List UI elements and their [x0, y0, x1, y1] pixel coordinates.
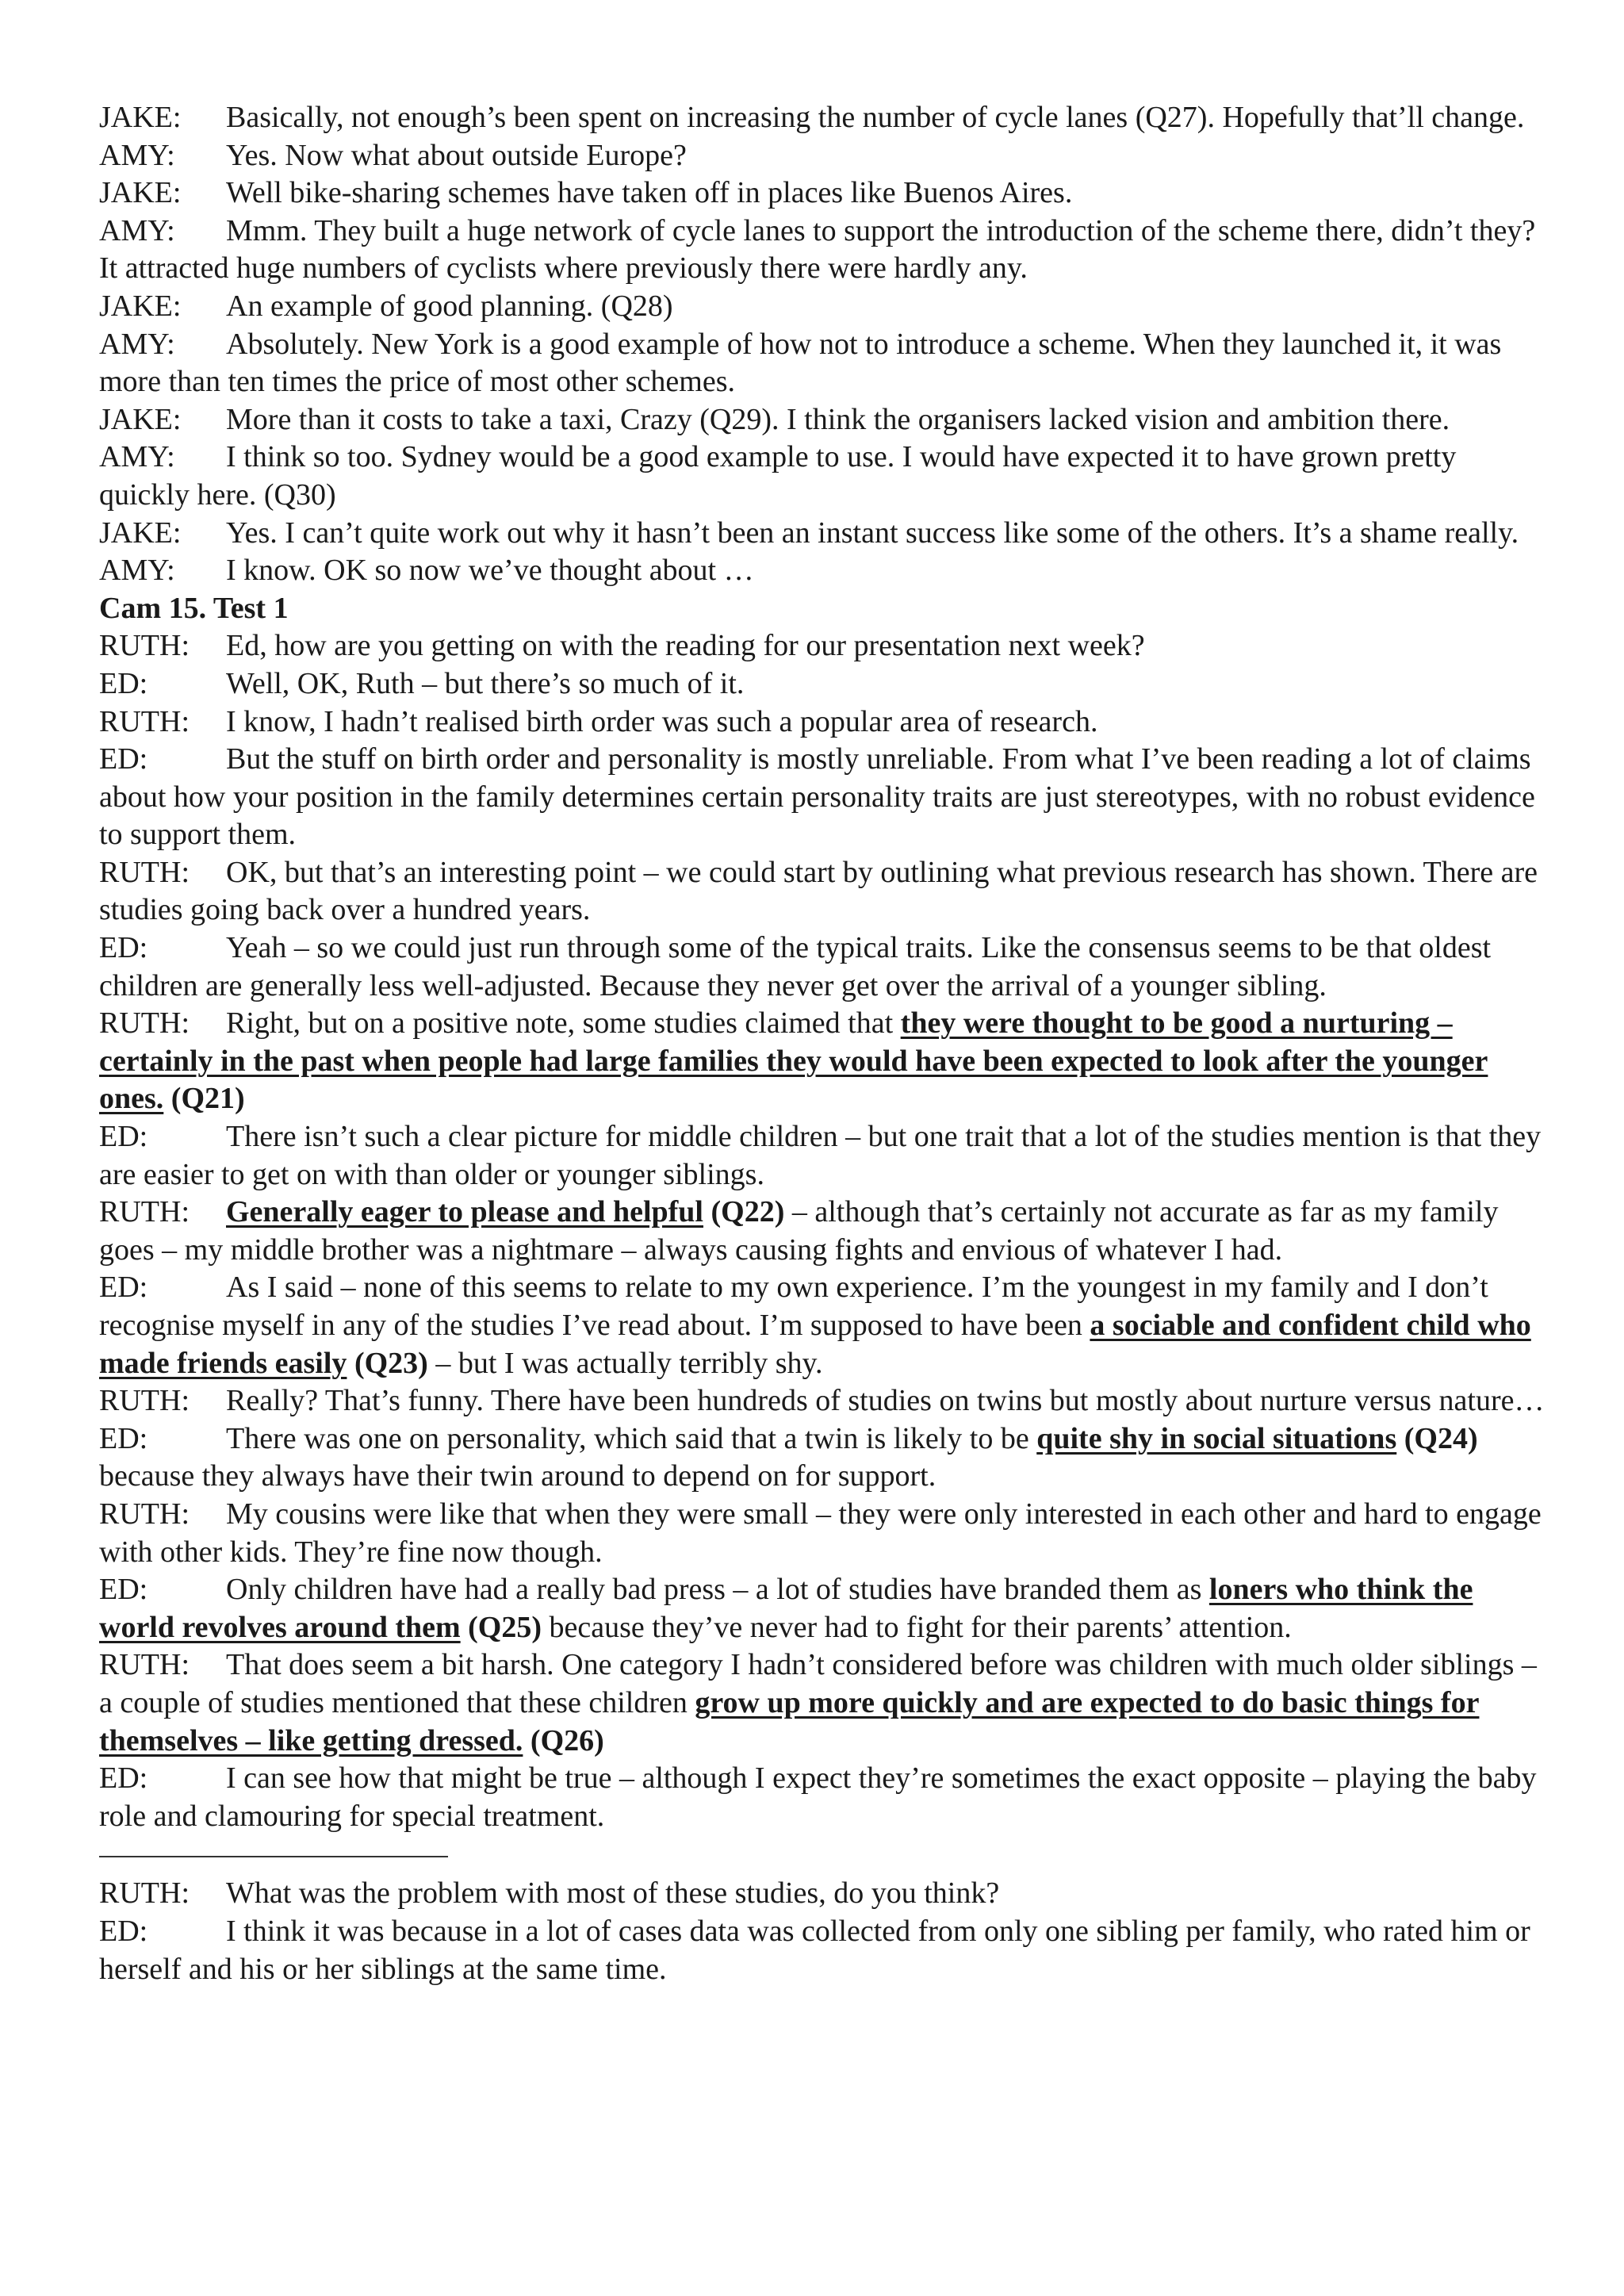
dialogue-text: I can see how that might be true – although I expect they’re sometimes the exact opposite – playing the baby role and clamouring for special treatment. [99, 1761, 1537, 1833]
transcript-page [99, 99, 1550, 1988]
dialogue-text: because they always have their twin around to depend on for support. [99, 1459, 936, 1493]
speaker-label: ED: [99, 1573, 148, 1607]
transcript-block-birth-order [99, 627, 1550, 1835]
dialogue-text: Yes. I can’t quite work out why it hasn’t been an instant success like some of the others. It’s a shame really. [226, 516, 1519, 550]
speaker-label: AMY: [99, 327, 175, 361]
question-number: (Q26) [523, 1723, 604, 1757]
dialogue-line [99, 439, 1550, 514]
speaker-label: RUTH: [99, 1648, 190, 1682]
dialogue-line [99, 703, 1550, 742]
dialogue-text: I think it was because in a lot of cases data was collected from only one sibling per family, who rated him or herself and his or her siblings at the same time. [99, 1914, 1530, 1986]
dialogue-text: Well bike-sharing schemes have taken off in places like Buenos Aires. [226, 176, 1073, 210]
dialogue-text: I know, I hadn’t realised birth order was such a popular area of research. [226, 704, 1098, 738]
dialogue-text: Absolutely. New York is a good example of how not to introduce a scheme. When they launched it, it was more than ten times the price of most other schemes. [99, 327, 1502, 399]
dialogue-text: I know. OK so now we’ve thought about … [226, 554, 754, 588]
dialogue-text: Ed, how are you getting on with the reading for our presentation next week? [226, 629, 1145, 663]
speaker-label: ED: [99, 1421, 148, 1455]
highlighted-answer: quite shy in social situations [1036, 1421, 1397, 1455]
dialogue-line [99, 1496, 1550, 1571]
dialogue-text: My cousins were like that when they were small – they were only interested in each other and hard to engage with other kids. They’re fine now though. [99, 1497, 1542, 1569]
dialogue-line [99, 627, 1550, 665]
dialogue-text: What was the problem with most of these studies, do you think? [226, 1876, 1000, 1911]
dialogue-line [99, 1913, 1550, 1988]
highlighted-answer: Generally eager to please and helpful [226, 1195, 703, 1229]
dialogue-line [99, 741, 1550, 854]
speaker-label: AMY: [99, 213, 175, 247]
speaker-label: RUTH: [99, 629, 190, 663]
dialogue-text: Mmm. They built a huge network of cycle lanes to support the introduction of the scheme there, didn’t they? It attracted huge numbers of cyclists where previously there were hardly any. [99, 213, 1536, 286]
dialogue-line [99, 174, 1550, 213]
dialogue-text: OK, but that’s an interesting point – we could start by outlining what previous research has shown. There are studies going back over a hundred years. [99, 855, 1538, 927]
speaker-label: JAKE: [99, 101, 182, 134]
dialogue-line [99, 1571, 1550, 1646]
highlighted-answer: loners who think the world revolves around them [99, 1573, 1473, 1644]
speaker-label: RUTH: [99, 855, 190, 889]
question-number: (Q22) [703, 1195, 785, 1229]
dialogue-line [99, 552, 1550, 590]
dialogue-line [99, 854, 1550, 930]
speaker-label: JAKE: [99, 176, 182, 210]
dialogue-text: An example of good planning. (Q28) [226, 289, 673, 323]
dialogue-text: Really? That’s funny. There have been hundreds of studies on twins but mostly about nurture versus nature… [226, 1384, 1545, 1418]
dialogue-text: Right, but on a positive note, some studies claimed that [226, 1006, 901, 1041]
transcript-block-bike-sharing [99, 99, 1550, 590]
speaker-label: ED: [99, 742, 148, 776]
speaker-label: AMY: [99, 138, 175, 172]
highlighted-answer: grow up more quickly and are expected to do basic things for themselves – like getting dressed. [99, 1685, 1480, 1757]
dialogue-line [99, 288, 1550, 326]
dialogue-text: There isn’t such a clear picture for middle children – but one trait that a lot of the studies mention is that they are easier to get on with than older or younger siblings. [99, 1120, 1542, 1191]
speaker-label: ED: [99, 1120, 148, 1154]
dialogue-line [99, 1269, 1550, 1382]
question-number: (Q24) [1396, 1421, 1478, 1455]
dialogue-line [99, 1760, 1550, 1835]
dialogue-line [99, 1420, 1550, 1496]
dialogue-text: As I said – none of this seems to relate to my own experience. I’m the youngest in my family and I don’t recognise myself in any of the studies I’ve read about. I’m supposed to have been [99, 1271, 1488, 1342]
speaker-label: RUTH: [99, 1195, 190, 1229]
speaker-label: RUTH: [99, 1384, 190, 1418]
dialogue-line [99, 930, 1550, 1005]
speaker-label: AMY: [99, 440, 175, 474]
dialogue-text: There was one on personality, which said that a twin is likely to be [226, 1421, 1037, 1455]
dialogue-text: Only children have had a really bad press – a lot of studies have branded them as [226, 1573, 1209, 1607]
speaker-label: ED: [99, 1914, 148, 1948]
speaker-label: ED: [99, 931, 148, 965]
speaker-label: RUTH: [99, 1876, 190, 1911]
dialogue-text: because they’ve never had to fight for their parents’ attention. [542, 1610, 1292, 1644]
speaker-label: JAKE: [99, 402, 182, 436]
dialogue-line [99, 1646, 1550, 1760]
dialogue-text: Basically, not enough’s been spent on increasing the number of cycle lanes (Q27). Hopefully that’ll change. [226, 101, 1525, 134]
dialogue-line [99, 665, 1550, 703]
speaker-label: ED: [99, 1761, 148, 1796]
dialogue-text: More than it costs to take a taxi, Crazy (Q29). I think the organisers lacked vision and ambition there. [226, 402, 1450, 436]
dialogue-line [99, 99, 1550, 137]
dialogue-text: That does seem a bit harsh. One category I hadn’t considered before was children with much older siblings – a couple of studies mentioned that these children [99, 1648, 1537, 1719]
transcript-block-studies [99, 1875, 1550, 1988]
dialogue-text: Yes. Now what about outside Europe? [226, 138, 687, 172]
dialogue-line [99, 1005, 1550, 1118]
dialogue-line [99, 137, 1550, 175]
dialogue-line [99, 401, 1550, 439]
dialogue-text: – although that’s certainly not accurate as far as my family goes – my middle brother was a nightmare – always causing fights and envious of whatever I had. [99, 1195, 1499, 1267]
dialogue-line [99, 515, 1550, 553]
dialogue-text: – but I was actually terribly shy. [427, 1346, 823, 1380]
dialogue-line [99, 213, 1550, 288]
highlighted-answer: a sociable and confident child who made friends easily [99, 1309, 1531, 1380]
question-number: (Q21) [163, 1082, 245, 1116]
dialogue-text: Well, OK, Ruth – but there’s so much of it. [226, 666, 745, 700]
speaker-label: JAKE: [99, 516, 182, 550]
dialogue-text: I think so too. Sydney would be a good example to use. I would have expected it to have grown pretty quickly here. (Q30) [99, 440, 1457, 512]
speaker-label: RUTH: [99, 704, 190, 738]
speaker-label: AMY: [99, 554, 175, 588]
speaker-label: ED: [99, 666, 148, 700]
question-number: (Q23) [347, 1346, 428, 1380]
dialogue-line [99, 1118, 1550, 1194]
speaker-label: RUTH: [99, 1497, 190, 1531]
dialogue-line [99, 1875, 1550, 1913]
highlighted-answer: they were thought to be good a nurturing – certainly in the past when people had large families they would have been expected to look after the younger ones. [99, 1006, 1488, 1116]
section-heading: Cam 15. Test 1 [99, 591, 289, 625]
dialogue-text: But the stuff on birth order and personality is mostly unreliable. From what I’ve been reading a lot of claims about how your position in the family determines certain personality traits are just stereotypes, with no robust evidence to support them. [99, 742, 1535, 852]
divider-line [99, 1856, 448, 1857]
dialogue-line [99, 1382, 1550, 1420]
dialogue-line [99, 326, 1550, 401]
speaker-label: RUTH: [99, 1006, 190, 1041]
dialogue-line [99, 1194, 1550, 1269]
dialogue-text: Yeah – so we could just run through some of the typical traits. Like the consensus seems to be that oldest children are generally less well-adjusted. Because they never get over the arrival of a younger sibling. [99, 931, 1492, 1002]
speaker-label: ED: [99, 1271, 148, 1305]
speaker-label: JAKE: [99, 289, 182, 323]
question-number: (Q25) [460, 1610, 542, 1644]
